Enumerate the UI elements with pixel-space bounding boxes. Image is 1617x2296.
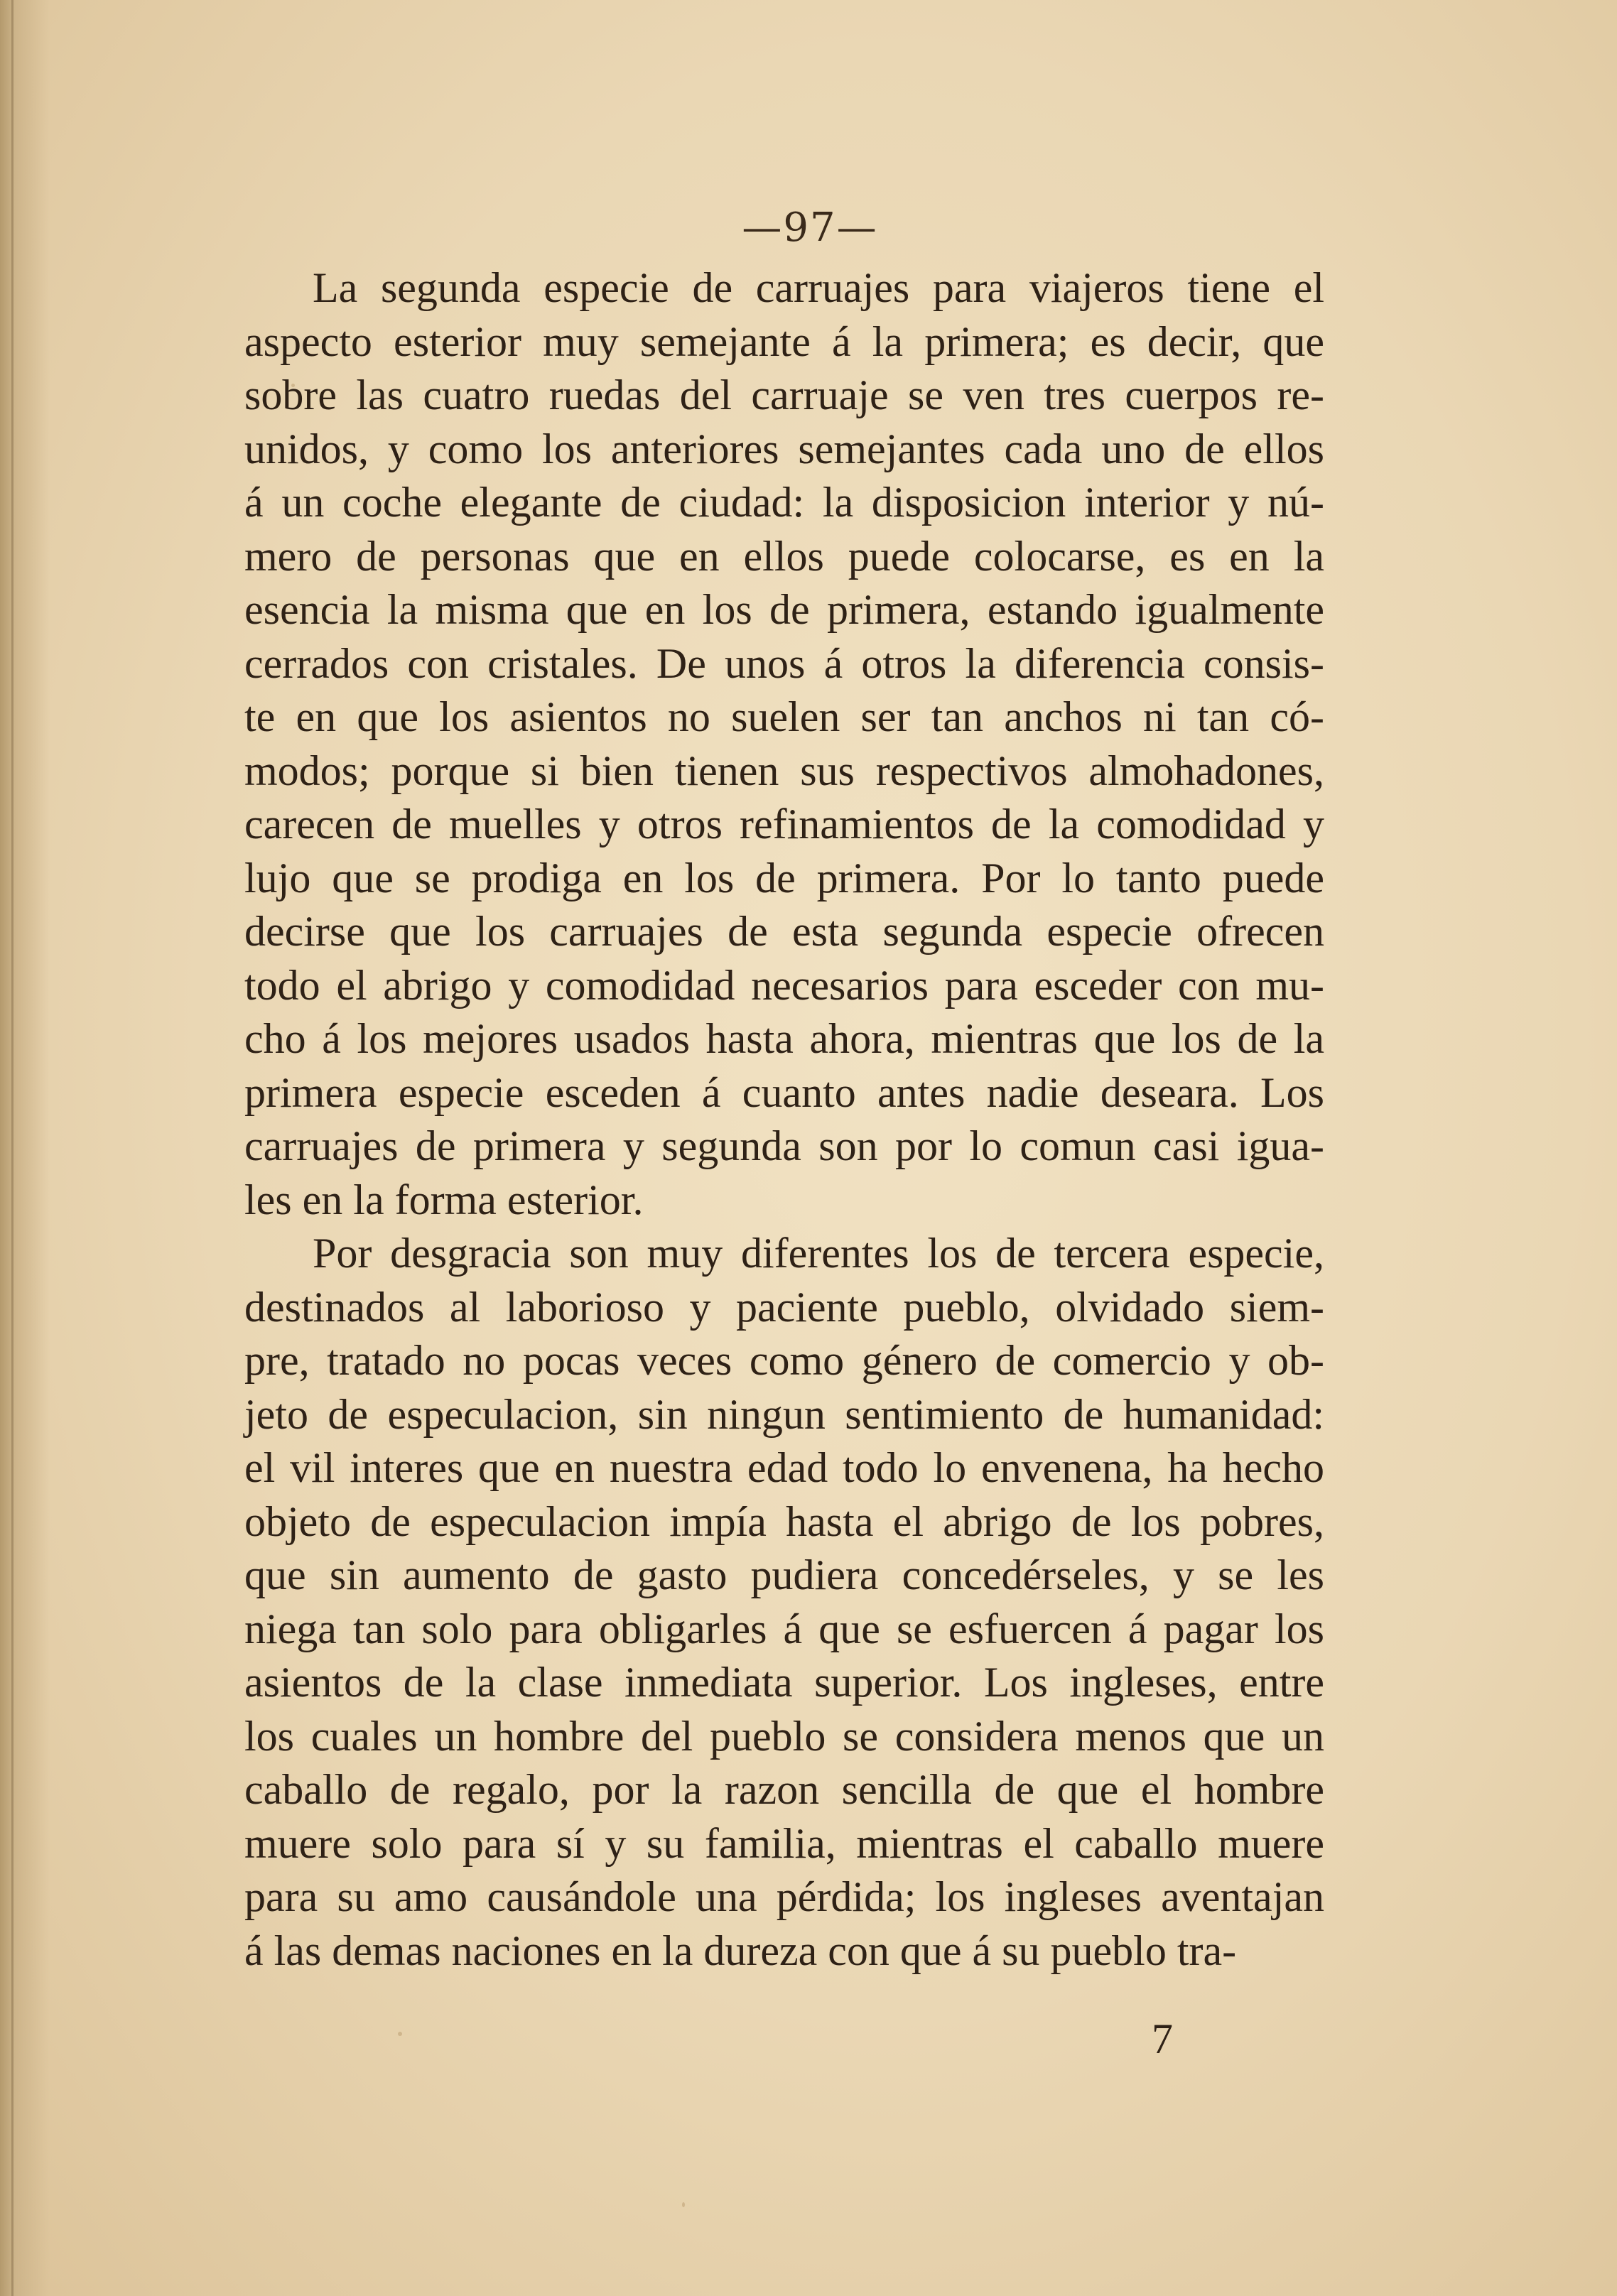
text-line: pre, tratado no pocas veces como género de comercio y ob-	[244, 1337, 1324, 1384]
text-line: objeto de especulacion impía hasta el abrigo de los pobres,	[244, 1498, 1324, 1545]
paper-speck	[682, 2202, 685, 2207]
text-line: muere solo para sí y su familia, mientras el caballo muere	[244, 1819, 1324, 1867]
gutter-shadow	[0, 0, 50, 2296]
text-line: carecen de muelles y otros refinamientos de la comodidad y	[244, 801, 1324, 848]
text-line: asientos de la clase inmediata superior. Los ingleses, entre	[244, 1659, 1324, 1706]
paragraph-1	[244, 261, 1324, 1227]
text-line: unidos, y como los anteriores semejantes cada uno de ellos	[244, 425, 1324, 472]
text-line: te en que los asientos no suelen ser tan anchos ni tan có-	[244, 693, 1324, 740]
text-line: el vil interes que en nuestra edad todo lo envenena, ha hecho	[244, 1444, 1324, 1491]
text-line: cerrados con cristales. De unos á otros la diferencia consis-	[244, 639, 1324, 687]
paper-speck	[398, 2032, 402, 2036]
text-line: La segunda especie de carruajes para viajeros tiene el	[313, 264, 1324, 311]
text-line: á un coche elegante de ciudad: la disposicion interior y nú-	[244, 479, 1324, 526]
text-line: destinados al laborioso y paciente pueblo, olvidado siem-	[244, 1283, 1324, 1331]
text-line: todo el abrigo y comodidad necesarios para esceder con mu-	[244, 961, 1324, 1009]
text-line: lujo que se prodiga en los de primera. Por lo tanto puede	[244, 854, 1324, 901]
text-line: primera especie esceden á cuanto antes nadie deseara. Los	[244, 1068, 1324, 1116]
page-number: —97—	[742, 205, 878, 251]
text-line: sobre las cuatro ruedas del carruaje se ven tres cuerpos re-	[244, 372, 1324, 418]
text-line: mero de personas que en ellos puede colocarse, es en la	[244, 532, 1324, 580]
text-line: carruajes de primera y segunda son por lo comun casi igua-	[244, 1122, 1324, 1169]
text-line: esencia la misma que en los de primera, estando igualmente	[244, 586, 1324, 633]
text-line: Por desgracia son muy diferentes los de tercera especie,	[313, 1230, 1324, 1277]
text-line: modos; porque si bien tienen sus respectivos almohadones,	[244, 747, 1324, 794]
text-line: los cuales un hombre del pueblo se considera menos que un	[244, 1712, 1324, 1760]
gutter-edge	[11, 0, 13, 2296]
text-line: á las demas naciones en la dureza con que á su pueblo tra-	[244, 1927, 1237, 1974]
text-line: para su amo causándole una pérdida; los ingleses aventajan	[244, 1873, 1324, 1920]
text-line: que sin aumento de gasto pudiera concedérseles, y se les	[244, 1552, 1324, 1598]
text-line: jeto de especulacion, sin ningun sentimiento de humanidad:	[244, 1390, 1324, 1438]
text-line: niega tan solo para obligarles á que se esfuercen á pagar los	[244, 1605, 1324, 1652]
text-line: cho á los mejores usados hasta ahora, mientras que los de la	[244, 1015, 1324, 1062]
text-line: caballo de regalo, por la razon sencilla de que el hombre	[244, 1766, 1324, 1813]
text-line: les en la forma esterior.	[244, 1176, 644, 1223]
text-line: aspecto esterior muy semejante á la primera; es decir, que	[244, 318, 1324, 365]
text-line: decirse que los carruajes de esta segunda especie ofrecen	[244, 908, 1324, 955]
signature-mark: 7	[1152, 2015, 1173, 2062]
paragraph-2	[244, 1227, 1324, 1978]
body-text	[244, 261, 1324, 1978]
